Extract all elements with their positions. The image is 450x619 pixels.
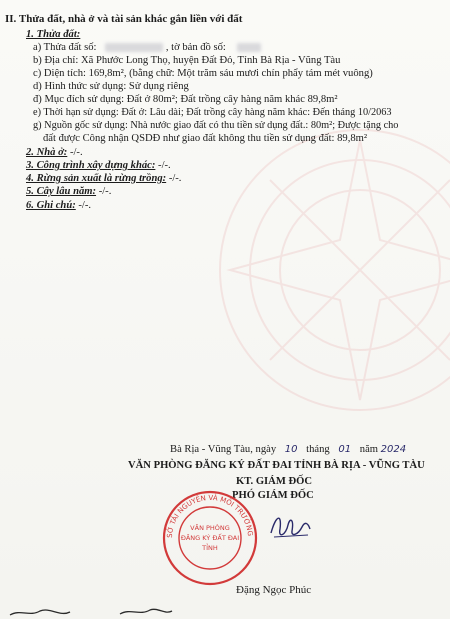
item-4-value: -/-. [168,173,182,184]
item-5-value: -/-. [98,186,112,197]
item-1b: b) Địa chỉ: Xã Phước Long Thọ, huyện Đất Đỏ, Tỉnh Bà Rịa - Vũng Tàu [33,55,341,66]
stamp-line2: ĐĂNG KÝ ĐẤT ĐAI [180,534,240,542]
item-6-heading: 6. Ghi chú: [26,200,76,211]
item-2-value: -/-. [69,147,83,158]
item-5-heading: 5. Cây lâu năm: [26,186,97,197]
kt-director: KT. GIÁM ĐỐC [236,476,313,487]
official-stamp [160,488,260,588]
redacted-parcel-number [105,43,163,52]
stamp-outer-text: SỞ TÀI NGUYÊN VÀ MÔI TRƯỜNG [165,493,255,539]
item-1g-line1: g) Nguồn gốc sử dụng: Nhà nước giao đất có thu tiền sử dụng đất.: 80m²; Được tặng cho [33,120,399,131]
redacted-map-sheet [237,43,261,52]
item-1c: c) Diện tích: 169,8m², (bằng chữ: Một trăm sáu mươi chín phẩy tám mét vuông) [33,68,373,79]
date-day: 10 [284,444,298,455]
item-1a [33,42,261,54]
item-4 [26,173,181,185]
item-4-heading: 4. Rừng sản xuất là rừng trồng: [26,173,167,184]
date-month: 01 [338,444,352,455]
deputy-director: PHÓ GIÁM ĐỐC [232,490,314,501]
date-year: 2024 [380,444,407,455]
stamp-line1: VĂN PHÒNG [190,524,230,532]
item-1a-mid: , tờ bản đồ số: [165,42,226,53]
year-label: năm [359,444,379,455]
office-name: VĂN PHÒNG ĐĂNG KÝ ĐẤT ĐAI TỈNH BÀ RỊA - VŨNG TÀU [128,460,425,471]
place-date-prefix: Bà Rịa - Vũng Tàu, ngày [170,444,277,455]
item-1e: e) Thời hạn sử dụng: Đất ở: Lâu dài; Đất trồng cây hàng năm khác: Đến tháng 10/2063 [33,107,392,118]
bottom-cutoff-scribble [0,605,200,619]
item-1-heading: 1. Thửa đất: [26,29,81,40]
signer-name: Đặng Ngọc Phúc [236,584,312,596]
item-6-value: -/-. [78,200,92,211]
item-1dd: đ) Mục đích sử dụng: Đất ở 80m²; Đất trồng cây hàng năm khác 89,8m² [33,94,338,105]
item-1g-line2: đất được Công nhận QSDĐ như giao đất không thu tiền sử dụng đất: 89,8m² [43,133,368,144]
handwritten-signature [268,505,313,545]
item-5 [26,186,111,198]
place-date-line [170,444,406,456]
item-2-heading: 2. Nhà ở: [26,147,68,158]
item-3-value: -/-. [158,160,171,171]
item-1d: d) Hình thức sử dụng: Sử dụng riêng [33,81,189,92]
item-6 [26,200,91,212]
item-1a-label: a) Thửa đất số: [33,42,97,53]
section-title: II. Thửa đất, nhà ở và tài sản khác gắn liền với đất [5,13,243,25]
item-2 [26,147,83,159]
item-3-heading: 3. Công trình xây dựng khác: [26,160,156,171]
item-3 [26,160,171,172]
stamp-line3: TỈNH [202,544,218,552]
month-label: tháng [306,444,330,455]
